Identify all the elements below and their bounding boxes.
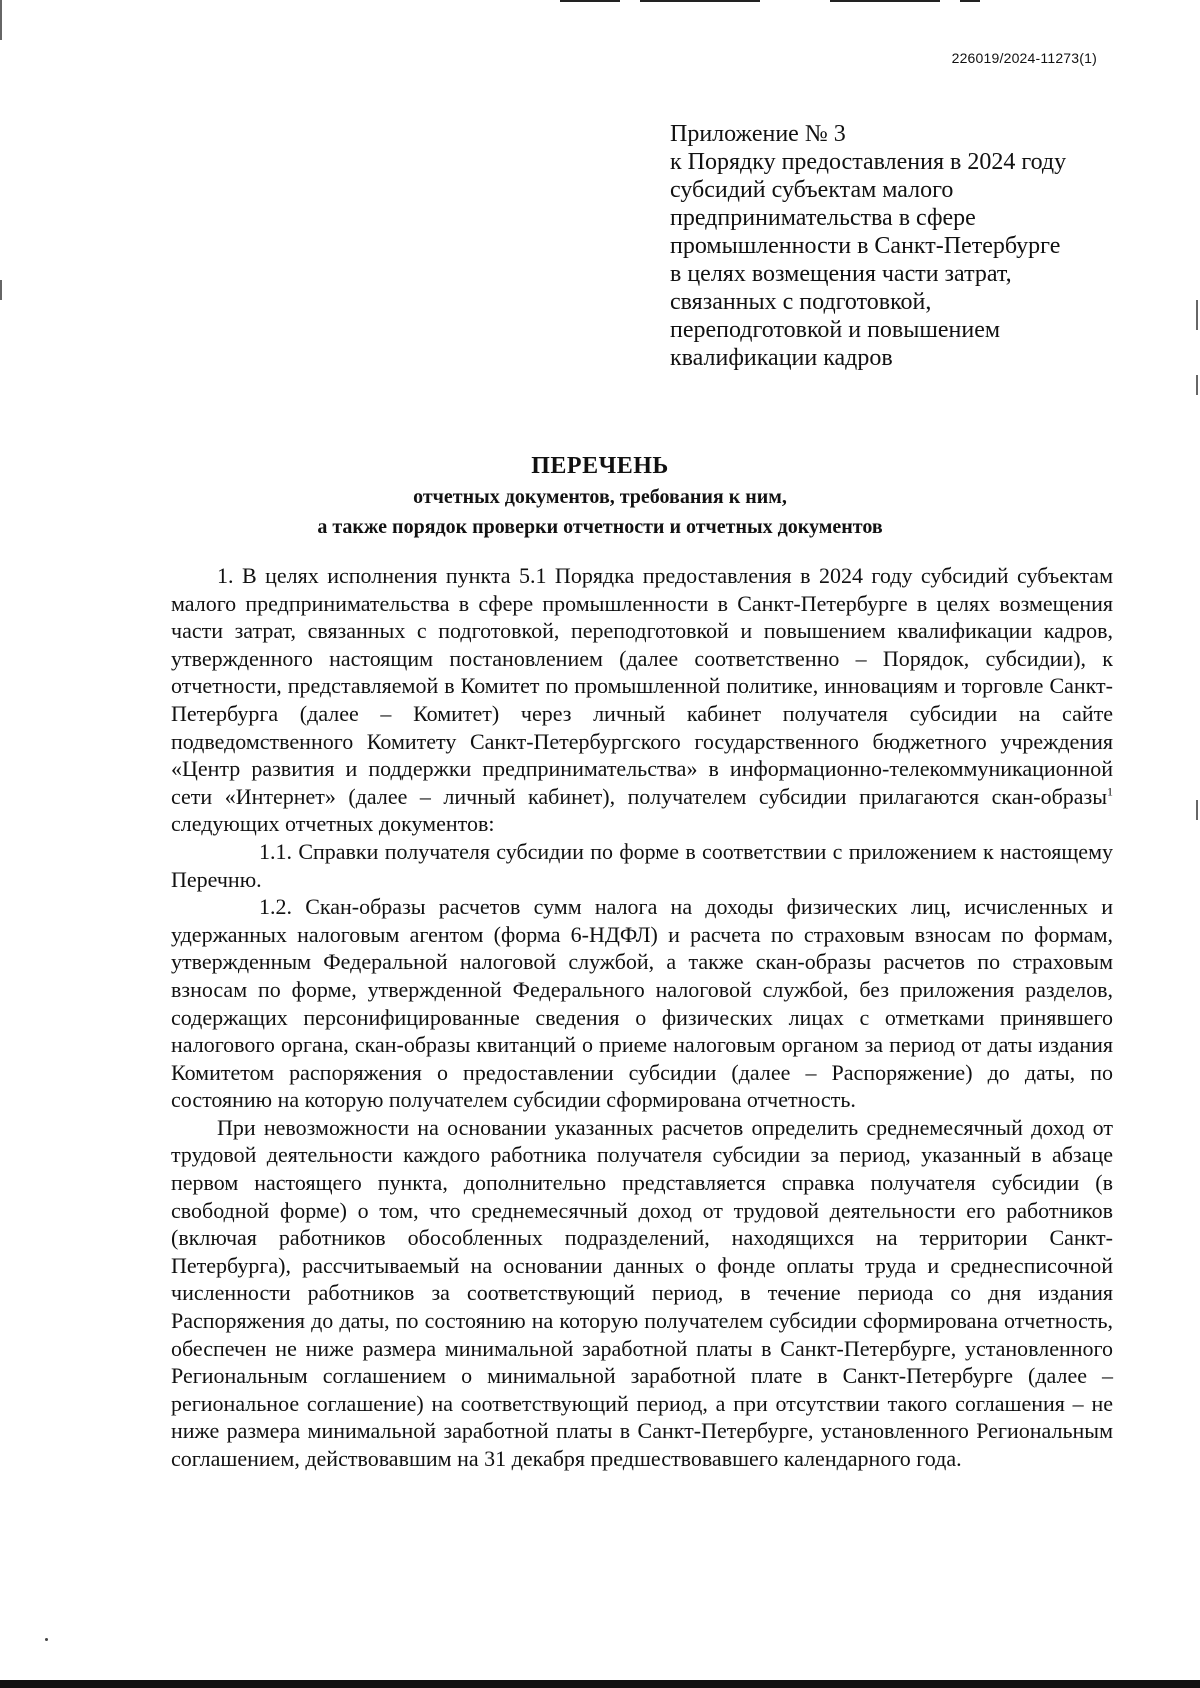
paragraph-2: При невозможности на основании указанных расчетов определить среднемесячный доход от трудовой деятельности каждого работника получателя субсидии за период, указанный в абзаце первом настоящего пункта, дополнительно представляется справка получателя субсидии (в свободной форме) о том, что среднемесячный доход от трудовой деятельности его работников (включая работников обособленных подразделений, находящихся на территории Санкт-Петербурга), рассчитываемый на основании данных о фонде оплаты труда и среднесписочной численности работников за соответствующий период, в течение периода со дня издания Распоряжения до даты, по состоянию на которую получателем субсидии сформирована отчетность, обеспечен не ниже размера минимальной заработной платы в Санкт-Петербурге, установленного Региональным соглашением о минимальной заработной плате в Санкт-Петербурге (далее – региональное соглашение) на соответствующий период, а при отсутствии такого соглашения – не ниже размера минимальной заработной платы в Санкт-Петербурге, установленного Региональным соглашением, действовавшим на 31 декабря предшествовавшего календарного года. (171, 1114, 1113, 1471)
appendix-line: связанных с подготовкой, (670, 289, 932, 315)
appendix-line: промышленности в Санкт-Петербурге (670, 233, 1061, 259)
scan-artifact-left-1 (0, 0, 2, 40)
document-heading (0, 450, 1200, 542)
heading-title: ПЕРЕЧЕНЬ (531, 453, 669, 479)
scan-artifact-right-1 (1196, 300, 1198, 330)
paragraph-1-tail: следующих отчетных документов: (171, 811, 495, 837)
scan-artifact-top-3 (830, 0, 940, 2)
document-registration-number: 226019/2024-11273(1) (951, 50, 1097, 66)
paragraph-1 (171, 562, 1113, 838)
scan-artifact-top-4 (960, 0, 980, 2)
scan-artifact-left-2 (0, 280, 2, 300)
heading-subtitle-line-2: а также порядок проверки отчетности и отчетных документов (317, 516, 883, 538)
appendix-line: Приложение № 3 (670, 121, 846, 147)
appendix-line: предпринимательства в сфере (670, 205, 976, 231)
paragraph-1-2: 1.2. Скан-образы расчетов сумм налога на доходы физических лиц, исчисленных и удержанных налоговым агентом (форма 6-НДФЛ) и расчета по страховым взносам по формам, утвержденным Федеральной налоговой службой, а также скан-образы расчетов по страховым взносам по форме, утвержденной Федерального налоговой службой, без приложения разделов, содержащих персонифицированные сведения о физических лицах с отметками принявшего налогового органа, скан-образы квитанций о приеме налоговым органом за период от даты издания Комитетом распоряжения о предоставлении субсидии (далее – Распоряжение) до даты, по состоянию на которую получателем субсидии сформирована отчетность. (171, 894, 1113, 1113)
appendix-line: к Порядку предоставления в 2024 году (670, 149, 1067, 175)
scan-artifact-right-3 (1196, 800, 1198, 820)
paragraph-1-1: 1.1. Справки получателя субсидии по форме в соответствии с приложением к настоящему Перечню. (171, 838, 1113, 892)
appendix-header (670, 120, 1090, 372)
scan-artifact-top-1 (560, 0, 620, 2)
scan-artifact-top-2 (640, 0, 760, 2)
scan-artifact-right-2 (1196, 375, 1198, 395)
appendix-line: переподготовкой и повышением (670, 317, 1001, 343)
appendix-line: в целях возмещения части затрат, (670, 261, 1012, 287)
heading-subtitle-line-1: отчетных документов, требования к ним, (413, 486, 787, 508)
appendix-line: квалификации кадров (670, 345, 893, 371)
scan-artifact-bottom (0, 1680, 1200, 1688)
paragraph-1-text: 1. В целях исполнения пункта 5.1 Порядка предоставления в 2024 году субсидий субъектам малого предпринимательства в сфере промышленности в Санкт-Петербурге в целях возмещения части затрат, связанных с подготовкой, переподготовкой и повышением квалификации кадров, утвержденного настоящим постановлением (далее соответственно – Порядок, субсидии), к отчетности, представляемой в Комитет по промышленной политике, инновациям и торговле Санкт-Петербурга (далее – Комитет) через личный кабинет получателя субсидии на сайте подведомственного Комитету Санкт-Петербургского государственного бюджетного учреждения «Центр развития и поддержки предпринимательства» в информационно-телекоммуникационной сети «Интернет» (далее – личный кабинет), получателем субсидии прилагаются скан-образы (171, 563, 1113, 809)
document-body (171, 562, 1113, 1473)
appendix-line: субсидий субъектам малого (670, 177, 954, 203)
scan-speck (45, 1638, 48, 1641)
footnote-mark: 1 (1107, 784, 1113, 799)
